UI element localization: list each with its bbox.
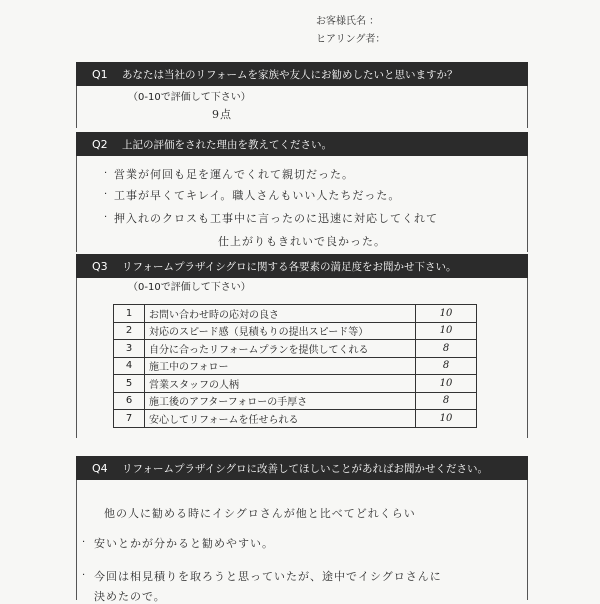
row-item: 施工中のフォロー xyxy=(145,357,416,375)
row-item: 安心してリフォームを任せられる xyxy=(145,410,416,428)
row-score: 10 xyxy=(416,305,477,323)
row-score: 8 xyxy=(416,357,477,375)
row-number: 6 xyxy=(114,392,145,410)
q4-question: リフォームプラザイシグロに改善してほしいことがあればお聞かせください。 xyxy=(122,463,489,475)
table-row xyxy=(114,340,477,358)
table-row xyxy=(114,305,477,323)
q4-answer-line-1: 他の人に勧める時にイシグロさんが他と比べてどれくらい xyxy=(104,507,416,520)
table-row xyxy=(114,410,477,428)
q2-number: Q2 xyxy=(92,138,108,151)
row-item: 自分に合ったリフォームプランを提供してくれる xyxy=(145,340,416,358)
q1-answer-frame xyxy=(76,86,528,128)
row-item: 対応のスピード感（見積もりの提出スピード等） xyxy=(145,322,416,340)
row-item: 施工後のアフターフォローの手厚さ xyxy=(145,392,416,410)
q1-answer: 9点 xyxy=(212,108,232,121)
q1-instruction: （0-10で評価して下さい） xyxy=(128,92,251,103)
q1-number: Q1 xyxy=(92,68,108,81)
q4-answer-line-3: 今回は相見積りを取ろうと思っていたが、途中でイシグロさんに xyxy=(94,570,442,583)
survey-page: お客様氏名 ： ヒアリング者： Q1 あなたは当社のリフォームを家族や友人にお勧めしたいと思いますか？ （0-10で評価して下さい） 9点 Q2 上記の評価をされた理由を教えてください。 · 営業が何回も足を運んでくれて親切だった。 · 工事が早くてキレイ。職人さんもいい人たちだった。 · 押入れのクロスも工事中に言ったのに迅速に対応してくれて 仕上がりもきれいで良かった。 Q3 リフォームプラザイシグロに関する各要素の満足度をお聞かせ下さい。 （0-10で評価して下さい） 1 お問い合わせ時の応対の良さ 10 2 対応のスピード感（見積もりの提出スピード等） 10 3 自分に合ったリフォームプランを提供してくれる 8 4 施工中のフォロー 8 5 営業スタッフの人柄 10 6 施工後のアフターフォローの手厚さ 8 7 安心してリフォームを任せられる 10 Q4 リフォームプラザイシグロに改善してほしいことがあればお聞かせください。 他の人に勧める時にイシグロさんが他と比べてどれくらい · 安いとかが分かると勧めやすい。 · 今回は相見積りを取ろうと思っていたが、途中でイシグロさんに 決めたので。 xyxy=(0,0,600,600)
row-score: 8 xyxy=(416,392,477,410)
row-score: 10 xyxy=(416,375,477,393)
q2-answer-line-3: 押入れのクロスも工事中に言ったのに迅速に対応してくれて xyxy=(114,212,438,225)
row-number: 4 xyxy=(114,357,145,375)
row-score: 10 xyxy=(416,410,477,428)
customer-name-label: お客様氏名 ： xyxy=(316,16,380,27)
q3-number: Q3 xyxy=(92,260,108,273)
row-item: お問い合わせ時の応対の良さ xyxy=(145,305,416,323)
row-score: 8 xyxy=(416,340,477,358)
q4-header xyxy=(76,456,528,480)
table-row xyxy=(114,322,477,340)
q4-answer-line-4: 決めたので。 xyxy=(94,590,166,603)
q3-header xyxy=(76,254,528,278)
q3-instruction: （0-10で評価して下さい） xyxy=(128,282,251,293)
row-number: 2 xyxy=(114,322,145,340)
row-number: 7 xyxy=(114,410,145,428)
row-score: 10 xyxy=(416,322,477,340)
row-number: 1 xyxy=(114,305,145,323)
q3-question: リフォームプラザイシグロに関する各要素の満足度をお聞かせ下さい。 xyxy=(122,261,457,273)
row-number: 3 xyxy=(114,340,145,358)
satisfaction-table xyxy=(113,304,477,428)
row-number: 5 xyxy=(114,375,145,393)
row-item: 営業スタッフの人柄 xyxy=(145,375,416,393)
q2-answer-line-4: 仕上がりもきれいで良かった。 xyxy=(218,235,386,248)
table-row xyxy=(114,392,477,410)
interviewer-label: ヒアリング者： xyxy=(316,34,386,45)
q2-question: 上記の評価をされた理由を教えてください。 xyxy=(122,139,332,151)
q1-question: あなたは当社のリフォームを家族や友人にお勧めしたいと思いますか？ xyxy=(122,69,458,81)
table-row xyxy=(114,375,477,393)
q4-number: Q4 xyxy=(92,462,108,475)
q2-answer-line-2: 工事が早くてキレイ。職人さんもいい人たちだった。 xyxy=(114,189,401,202)
table-row xyxy=(114,357,477,375)
q1-header xyxy=(76,62,528,86)
q2-answer-line-1: 営業が何回も足を運んでくれて親切だった。 xyxy=(114,168,354,181)
q4-answer-line-2: 安いとかが分かると勧めやすい。 xyxy=(94,537,274,550)
q2-header xyxy=(76,132,528,156)
